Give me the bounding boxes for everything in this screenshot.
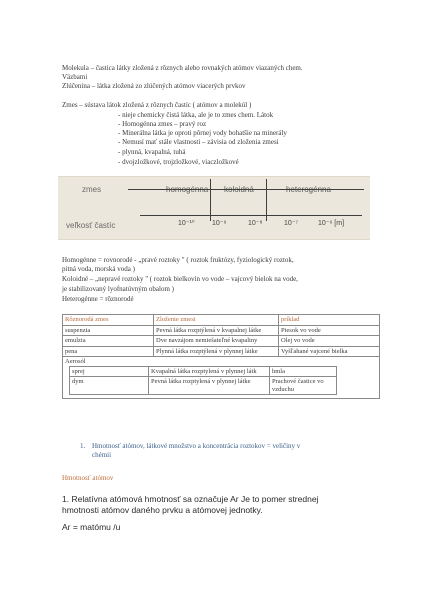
figure-tick: 10⁻⁹ bbox=[212, 220, 227, 227]
table-header-cell: Rôznorodá zmes bbox=[63, 315, 154, 326]
def-line: pitná voda, morská voda ) bbox=[62, 265, 135, 273]
formula: Ar = matómu /u bbox=[62, 522, 121, 532]
table-row bbox=[63, 325, 380, 336]
table-row bbox=[63, 336, 380, 347]
table-header-row bbox=[63, 315, 380, 326]
table-row-aerosol bbox=[63, 357, 380, 399]
numbered-item-text: chémii bbox=[92, 451, 112, 459]
paragraph-line: 1. Relatívna atómová hmotnosť sa označuje Ar Je to pomer strednej bbox=[62, 494, 319, 504]
table-row bbox=[70, 377, 337, 395]
aerosol-subtable bbox=[69, 366, 337, 396]
def-line: je stabilizovaný lyofnatúvným obalom ) bbox=[62, 285, 174, 293]
mixture-size-figure bbox=[58, 176, 370, 240]
table-row bbox=[63, 346, 380, 357]
table-cell: Olej vo vode bbox=[279, 336, 380, 347]
table-cell: hmla bbox=[270, 366, 337, 377]
figure-divider bbox=[210, 179, 211, 221]
table-header-cell: Zloženie zmesi bbox=[154, 315, 279, 326]
zmes-bullet: - plynná, kvapalná, tuhá bbox=[118, 148, 186, 156]
def-line: Heterogénne = rôznorodé bbox=[62, 295, 134, 303]
figure-tick: 10⁻⁸ bbox=[248, 220, 263, 227]
figure-tick: 10⁻⁷ bbox=[284, 220, 299, 227]
figure-divider bbox=[266, 179, 267, 221]
figure-size-label: veľkosť častíc bbox=[66, 221, 116, 230]
paragraph-line: hmotnosti atómov daného prvku a atómovej jednotky. bbox=[62, 505, 263, 515]
intro-line-3: Zlúčenina – látka zložená zo zlúčených atómov viacerých prvkov bbox=[62, 82, 246, 90]
numbered-item-number: 1. bbox=[80, 442, 86, 450]
figure-heterogenna: heterogénna bbox=[286, 185, 331, 194]
section-heading: Hmotnosť atómov bbox=[62, 474, 114, 482]
table-cell: Pevná látka rozptylená v plynnej látke bbox=[149, 377, 270, 395]
table-cell: Pevná látka rozptýlená v kvapalnej látke bbox=[154, 325, 279, 336]
table-cell: Kvapalná látka rozptylená v plynnej látk bbox=[149, 366, 270, 377]
mixtures-table bbox=[62, 314, 380, 399]
table-cell: dym bbox=[70, 377, 149, 395]
table-cell: Prachové častice vo vzduchu bbox=[270, 377, 337, 395]
table-cell: Vyšľahané vajcené bielka bbox=[279, 346, 380, 357]
table-cell: suspenzia bbox=[63, 325, 154, 336]
table-cell: pena bbox=[63, 346, 154, 357]
figure-top-line bbox=[128, 189, 364, 190]
figure-tick: 10⁻¹⁰ bbox=[178, 220, 195, 227]
table-cell: Plynná látka rozptýlená v plynnej látke bbox=[154, 346, 279, 357]
figure-koloidna: koloidná bbox=[224, 185, 254, 194]
aerosol-label: Aerosól bbox=[65, 358, 86, 365]
table-header-cell: príklad bbox=[279, 315, 380, 326]
table-cell: sprej bbox=[70, 366, 149, 377]
table-row bbox=[70, 366, 337, 377]
figure-axis-line bbox=[140, 215, 362, 216]
table-cell: Piesok vo vode bbox=[279, 325, 380, 336]
intro-line-2: Väzbami bbox=[62, 73, 88, 81]
zmes-bullet: - Homogénna zmes – pravý roz bbox=[118, 120, 207, 128]
table-cell: emulzia bbox=[63, 336, 154, 347]
numbered-item-text: Hmotnosť atómov, látkové množstvo a koncentrácia roztokov = veličiny v bbox=[92, 442, 301, 450]
zmes-bullet: - Minerálna látka je oproti pôrnej vody bohatšie na minerály bbox=[118, 129, 287, 137]
zmes-bullet: - Nemusí mať stále vlastnosti – závisia od zloženia zmesi bbox=[118, 138, 279, 146]
zmes-bullet: - nieje chemicky čistá látka, ale je to zmes chem. Látok bbox=[118, 111, 274, 119]
def-line: Homogénne = rovnorodé - „pravé roztoky " ( roztok fruktózy, fyziologický roztok, bbox=[62, 256, 294, 264]
aerosol-cell bbox=[63, 357, 380, 399]
table-cell: Dve navzájom nemiešateľné kvapaliny bbox=[154, 336, 279, 347]
zmes-definition: Zmes – sústava látok zložená z rôznych častíc ( atómov a molekúl ) bbox=[62, 101, 252, 109]
figure-zmes-label: zmes bbox=[82, 185, 102, 194]
figure-homogenna: homogénna bbox=[166, 185, 209, 194]
def-line: Koloidné – „nepravé roztoky " ( roztok bielkovín vo vode – vajcový bielok na vode, bbox=[62, 275, 298, 283]
figure-tick: 10⁻⁶ [m] bbox=[318, 220, 345, 227]
zmes-bullet: - dvojzložkové, trojzložkové, viaczložkové bbox=[118, 158, 239, 166]
intro-line-1: Molekula – častica látky zložená z rôznych alebo rovnakých atómov viazaných chem. bbox=[62, 64, 303, 72]
